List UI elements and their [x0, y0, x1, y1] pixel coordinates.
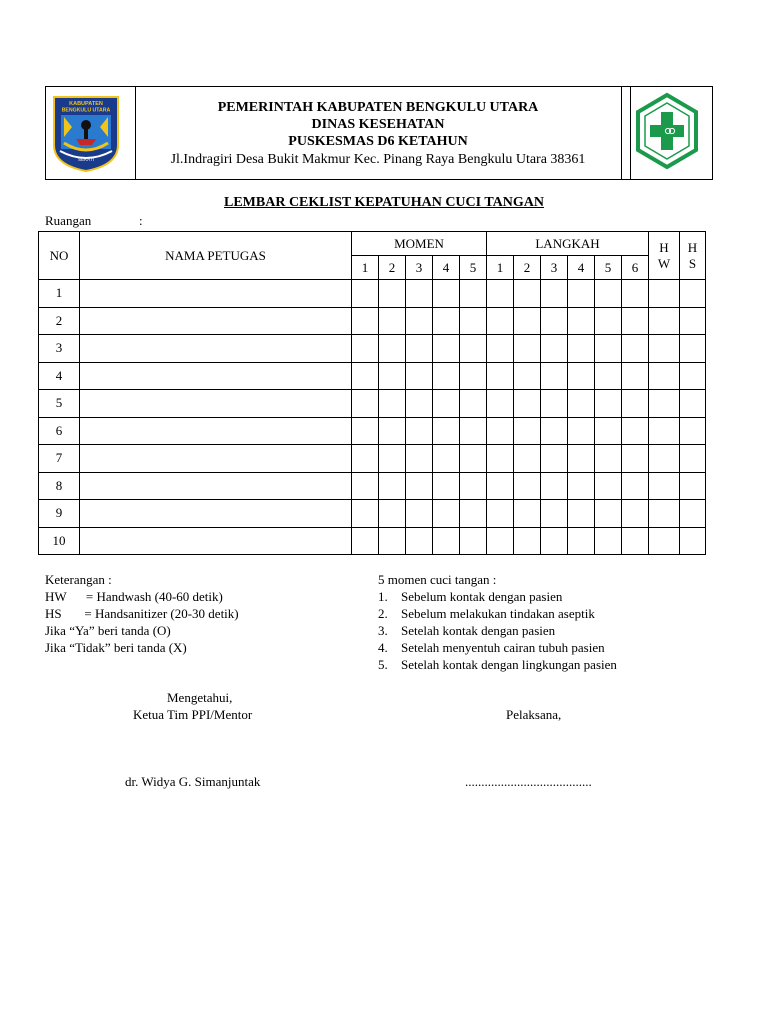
keterangan-title: Keterangan :	[45, 572, 112, 587]
check-cell[interactable]	[406, 500, 433, 528]
logo-motto: SEKATI	[78, 157, 94, 162]
check-cell[interactable]	[352, 445, 379, 473]
check-cell[interactable]	[680, 390, 706, 418]
check-cell[interactable]	[379, 500, 406, 528]
check-cell[interactable]	[487, 445, 514, 473]
row-number: 1	[39, 280, 80, 308]
check-cell[interactable]	[680, 527, 706, 555]
check-cell[interactable]	[433, 390, 460, 418]
check-cell[interactable]	[649, 472, 680, 500]
check-cell[interactable]	[622, 527, 649, 555]
row-number: 9	[39, 500, 80, 528]
check-cell[interactable]	[433, 280, 460, 308]
mengetahui-label: Mengetahui,	[167, 690, 233, 705]
pelaksana-label: Pelaksana,	[506, 707, 562, 722]
table-row	[39, 500, 706, 528]
check-cell[interactable]	[595, 417, 622, 445]
check-cell[interactable]	[352, 362, 379, 390]
check-cell[interactable]	[541, 280, 568, 308]
col-header-no: NO	[39, 232, 80, 280]
header-address: Jl.Indragiri Desa Bukit Makmur Kec. Pinang Raya Bengkulu Utara 38361	[170, 152, 586, 167]
check-cell[interactable]	[680, 335, 706, 363]
momen-marker: 3.	[378, 623, 388, 638]
check-cell[interactable]	[433, 417, 460, 445]
check-cell[interactable]	[460, 307, 487, 335]
check-cell[interactable]	[622, 500, 649, 528]
momen-item: Setelah kontak dengan pasien	[401, 623, 556, 638]
check-cell[interactable]	[379, 390, 406, 418]
table-row	[39, 307, 706, 335]
check-cell[interactable]	[595, 307, 622, 335]
check-cell[interactable]	[487, 417, 514, 445]
check-cell[interactable]	[352, 335, 379, 363]
check-cell[interactable]	[352, 280, 379, 308]
bengkulu-utara-logo	[52, 95, 120, 173]
logo-text-bottom: BENGKULU UTARA	[61, 107, 111, 114]
col-header-hw-2: W	[657, 255, 671, 271]
check-cell[interactable]	[568, 527, 595, 555]
col-header-momen: MOMEN	[352, 232, 487, 256]
momen-item: Sebelum melakukan tindakan aseptik	[401, 606, 595, 621]
check-cell[interactable]	[622, 417, 649, 445]
ruangan-colon: :	[139, 213, 143, 228]
check-cell[interactable]	[541, 307, 568, 335]
signer-name: dr. Widya G. Simanjuntak	[125, 774, 261, 789]
col-header-nama: NAMA PETUGAS	[80, 232, 352, 280]
momen-num: 3	[406, 256, 433, 280]
check-cell[interactable]	[406, 472, 433, 500]
col-header-hs-1: H	[687, 239, 698, 255]
nama-petugas-cell[interactable]	[80, 307, 352, 335]
check-cell[interactable]	[622, 362, 649, 390]
momen-item: Setelah kontak dengan lingkungan pasien	[401, 657, 617, 672]
col-header-hs-2: S	[688, 255, 697, 271]
row-number: 4	[39, 362, 80, 390]
logo-text-top: KABUPATEN	[69, 101, 103, 107]
check-cell[interactable]	[541, 390, 568, 418]
check-cell[interactable]	[680, 417, 706, 445]
check-cell[interactable]	[595, 390, 622, 418]
check-cell[interactable]	[433, 445, 460, 473]
check-cell[interactable]	[379, 417, 406, 445]
langkah-num: 6	[622, 256, 649, 280]
letterhead-divider-right-2	[630, 86, 631, 180]
check-cell[interactable]	[622, 445, 649, 473]
check-cell[interactable]	[433, 472, 460, 500]
check-cell[interactable]	[541, 362, 568, 390]
check-cell[interactable]	[406, 280, 433, 308]
keterangan-hw: HW = Handwash (40-60 detik)	[45, 589, 223, 604]
check-cell[interactable]	[487, 500, 514, 528]
row-number: 10	[39, 527, 80, 555]
check-cell[interactable]	[514, 417, 541, 445]
momen-marker: 5.	[378, 657, 388, 672]
check-cell[interactable]	[541, 527, 568, 555]
check-cell[interactable]	[460, 417, 487, 445]
check-cell[interactable]	[595, 335, 622, 363]
check-cell[interactable]	[487, 390, 514, 418]
table-row	[39, 362, 706, 390]
check-cell[interactable]	[487, 307, 514, 335]
check-cell[interactable]	[649, 335, 680, 363]
momen-list-title: 5 momen cuci tangan :	[378, 572, 497, 587]
check-cell[interactable]	[568, 335, 595, 363]
check-cell[interactable]	[433, 362, 460, 390]
table-row	[39, 390, 706, 418]
check-cell[interactable]	[649, 280, 680, 308]
check-cell[interactable]	[379, 335, 406, 363]
check-cell[interactable]	[433, 500, 460, 528]
row-number: 7	[39, 445, 80, 473]
check-cell[interactable]	[460, 362, 487, 390]
check-cell[interactable]	[514, 362, 541, 390]
check-cell[interactable]	[406, 527, 433, 555]
ketua-label: Ketua Tim PPI/Mentor	[133, 707, 253, 722]
keterangan-hs: HS = Handsanitizer (20-30 detik)	[45, 606, 239, 621]
ruangan-label: Ruangan	[45, 213, 92, 228]
check-cell[interactable]	[487, 527, 514, 555]
check-cell[interactable]	[352, 500, 379, 528]
check-cell[interactable]	[649, 362, 680, 390]
checklist-table	[38, 231, 706, 555]
row-number: 6	[39, 417, 80, 445]
col-header-hw	[649, 232, 680, 280]
check-cell[interactable]	[460, 280, 487, 308]
check-cell[interactable]	[406, 335, 433, 363]
nama-petugas-cell[interactable]	[80, 417, 352, 445]
check-cell[interactable]	[622, 390, 649, 418]
check-cell[interactable]	[406, 417, 433, 445]
check-cell[interactable]	[406, 445, 433, 473]
check-cell[interactable]	[514, 335, 541, 363]
check-cell[interactable]	[352, 417, 379, 445]
check-cell[interactable]	[595, 500, 622, 528]
check-cell[interactable]	[568, 280, 595, 308]
check-cell[interactable]	[379, 362, 406, 390]
check-cell[interactable]	[352, 527, 379, 555]
check-cell[interactable]	[568, 472, 595, 500]
puskesmas-cross-icon	[634, 92, 700, 170]
langkah-num: 5	[595, 256, 622, 280]
check-cell[interactable]	[568, 362, 595, 390]
check-cell[interactable]	[487, 280, 514, 308]
keterangan-tidak: Jika “Tidak” beri tanda (X)	[45, 640, 187, 655]
row-number: 2	[39, 307, 80, 335]
check-cell[interactable]	[622, 472, 649, 500]
header-line-2: DINAS KESEHATAN	[311, 117, 445, 132]
row-number: 5	[39, 390, 80, 418]
check-cell[interactable]	[649, 445, 680, 473]
nama-petugas-cell[interactable]	[80, 527, 352, 555]
check-cell[interactable]	[680, 362, 706, 390]
check-cell[interactable]	[595, 445, 622, 473]
check-cell[interactable]	[595, 472, 622, 500]
letterhead-divider-right	[621, 86, 622, 180]
check-cell[interactable]	[541, 445, 568, 473]
check-cell[interactable]	[649, 527, 680, 555]
langkah-num: 2	[514, 256, 541, 280]
check-cell[interactable]	[460, 390, 487, 418]
check-cell[interactable]	[352, 390, 379, 418]
langkah-num: 1	[487, 256, 514, 280]
check-cell[interactable]	[433, 307, 460, 335]
nama-petugas-cell[interactable]	[80, 362, 352, 390]
check-cell[interactable]	[352, 472, 379, 500]
check-cell[interactable]	[379, 280, 406, 308]
check-cell[interactable]	[541, 500, 568, 528]
langkah-num: 3	[541, 256, 568, 280]
check-cell[interactable]	[460, 527, 487, 555]
col-header-hs	[680, 232, 706, 280]
check-cell[interactable]	[568, 390, 595, 418]
check-cell[interactable]	[595, 362, 622, 390]
table-row	[39, 472, 706, 500]
check-cell[interactable]	[568, 500, 595, 528]
nama-petugas-cell[interactable]	[80, 335, 352, 363]
momen-num: 2	[379, 256, 406, 280]
keterangan-ya: Jika “Ya” beri tanda (O)	[45, 623, 171, 638]
check-cell[interactable]	[622, 280, 649, 308]
check-cell[interactable]	[460, 445, 487, 473]
check-cell[interactable]	[680, 280, 706, 308]
check-cell[interactable]	[487, 335, 514, 363]
check-cell[interactable]	[649, 500, 680, 528]
table-row	[39, 335, 706, 363]
nama-petugas-cell[interactable]	[80, 472, 352, 500]
check-cell[interactable]	[379, 445, 406, 473]
check-cell[interactable]	[514, 527, 541, 555]
row-number: 8	[39, 472, 80, 500]
nama-petugas-cell[interactable]	[80, 500, 352, 528]
langkah-num: 4	[568, 256, 595, 280]
momen-item: Sebelum kontak dengan pasien	[401, 589, 563, 604]
nama-petugas-cell[interactable]	[80, 390, 352, 418]
check-cell[interactable]	[595, 280, 622, 308]
check-cell[interactable]	[680, 500, 706, 528]
check-cell[interactable]	[680, 307, 706, 335]
check-cell[interactable]	[568, 445, 595, 473]
header-line-3: PUSKESMAS D6 KETAHUN	[288, 134, 468, 149]
col-header-hw-1: H	[659, 239, 669, 255]
row-number: 3	[39, 335, 80, 363]
check-cell[interactable]	[622, 335, 649, 363]
header-line-1: PEMERINTAH KABUPATEN BENGKULU UTARA	[217, 100, 539, 115]
check-cell[interactable]	[514, 280, 541, 308]
nama-petugas-cell[interactable]	[80, 280, 352, 308]
check-cell[interactable]	[595, 527, 622, 555]
momen-num: 4	[433, 256, 460, 280]
momen-marker: 1.	[378, 589, 388, 604]
check-cell[interactable]	[649, 417, 680, 445]
check-cell[interactable]	[460, 500, 487, 528]
nama-petugas-cell[interactable]	[80, 445, 352, 473]
check-cell[interactable]	[649, 307, 680, 335]
check-cell[interactable]	[649, 390, 680, 418]
check-cell[interactable]	[487, 362, 514, 390]
check-cell[interactable]	[514, 390, 541, 418]
check-cell[interactable]	[406, 390, 433, 418]
check-cell[interactable]	[406, 307, 433, 335]
check-cell[interactable]	[541, 335, 568, 363]
check-cell[interactable]	[379, 472, 406, 500]
checklist-rows	[39, 280, 706, 555]
check-cell[interactable]	[460, 335, 487, 363]
check-cell[interactable]	[514, 500, 541, 528]
momen-num: 1	[352, 256, 379, 280]
check-cell[interactable]	[514, 445, 541, 473]
check-cell[interactable]	[680, 445, 706, 473]
table-row	[39, 417, 706, 445]
form-title: LEMBAR CEKLIST KEPATUHAN CUCI TANGAN	[224, 195, 544, 210]
momen-num: 5	[460, 256, 487, 280]
check-cell[interactable]	[514, 307, 541, 335]
check-cell[interactable]	[622, 307, 649, 335]
momen-marker: 4.	[378, 640, 388, 655]
check-cell[interactable]	[352, 307, 379, 335]
check-cell[interactable]	[406, 362, 433, 390]
check-cell[interactable]	[379, 527, 406, 555]
check-cell[interactable]	[541, 472, 568, 500]
check-cell[interactable]	[568, 417, 595, 445]
check-cell[interactable]	[514, 472, 541, 500]
momen-item: Setelah menyentuh cairan tubuh pasien	[401, 640, 605, 655]
check-cell[interactable]	[433, 335, 460, 363]
table-row	[39, 445, 706, 473]
momen-marker: 2.	[378, 606, 388, 621]
check-cell[interactable]	[379, 307, 406, 335]
table-row	[39, 280, 706, 308]
check-cell[interactable]	[680, 472, 706, 500]
check-cell[interactable]	[541, 417, 568, 445]
check-cell[interactable]	[487, 472, 514, 500]
col-header-langkah: LANGKAH	[487, 232, 649, 256]
signature-dots: .......................................	[465, 774, 592, 789]
check-cell[interactable]	[568, 307, 595, 335]
table-row	[39, 527, 706, 555]
check-cell[interactable]	[460, 472, 487, 500]
check-cell[interactable]	[433, 527, 460, 555]
